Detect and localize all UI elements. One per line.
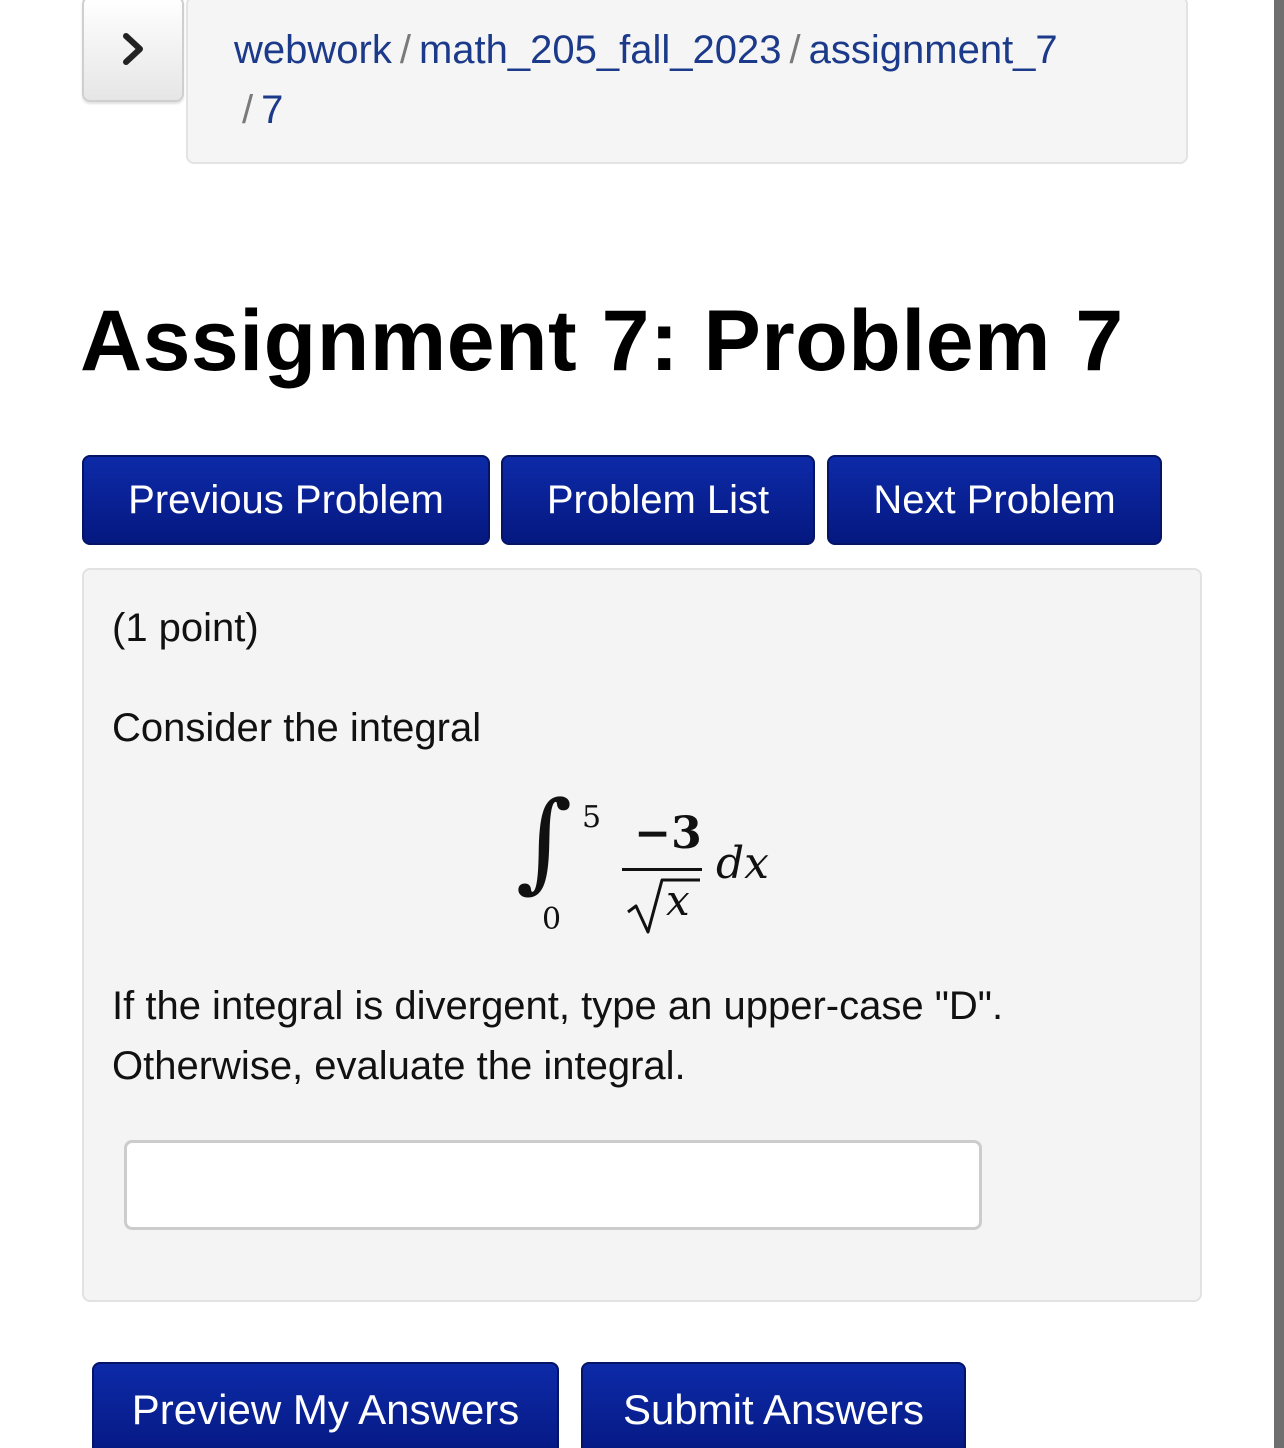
breadcrumb-link-assignment[interactable]: assignment_7 xyxy=(808,28,1058,72)
answer-input[interactable] xyxy=(124,1140,982,1230)
instruction-line-2: Otherwise, evaluate the integral. xyxy=(112,1044,686,1088)
previous-problem-button[interactable]: Previous Problem xyxy=(82,455,490,545)
breadcrumb-separator: / xyxy=(242,88,254,132)
chevron-right-icon xyxy=(118,31,148,67)
problem-panel xyxy=(82,568,1202,1302)
sidebar-toggle-button[interactable] xyxy=(82,0,184,102)
breadcrumb-separator: / xyxy=(399,28,411,72)
preview-answers-button[interactable]: Preview My Answers xyxy=(92,1362,559,1448)
breadcrumb-separator: / xyxy=(789,28,801,72)
breadcrumb-link-course[interactable]: math_205_fall_2023 xyxy=(418,28,782,72)
breadcrumb-current-problem: 7 xyxy=(261,88,284,132)
problem-intro: Consider the integral xyxy=(112,706,482,750)
breadcrumb-link-webwork[interactable]: webwork xyxy=(234,28,392,72)
integral-expression xyxy=(494,779,794,942)
fraction-denominator xyxy=(622,874,702,934)
breadcrumb xyxy=(186,0,1188,164)
next-problem-button[interactable]: Next Problem xyxy=(827,455,1162,545)
problem-points: (1 point) xyxy=(112,606,259,650)
problem-list-button[interactable]: Problem List xyxy=(501,455,815,545)
page-title: Assignment 7: Problem 7 xyxy=(80,293,1124,389)
instruction-line-1: If the integral is divergent, type an upper-case "D". xyxy=(112,984,1004,1028)
integral-differential: dx xyxy=(716,838,769,889)
integral-upper-limit: 5 xyxy=(582,800,602,835)
fraction-numerator: −3 xyxy=(634,808,702,859)
scrollbar[interactable] xyxy=(1274,0,1284,1448)
integral-sign: ∫ xyxy=(516,779,573,904)
submit-answers-button[interactable]: Submit Answers xyxy=(581,1362,966,1448)
integral-lower-limit: 0 xyxy=(542,902,562,937)
radicand-variable: x xyxy=(666,876,690,925)
square-root-sign xyxy=(622,874,702,934)
fraction-bar xyxy=(622,868,702,871)
